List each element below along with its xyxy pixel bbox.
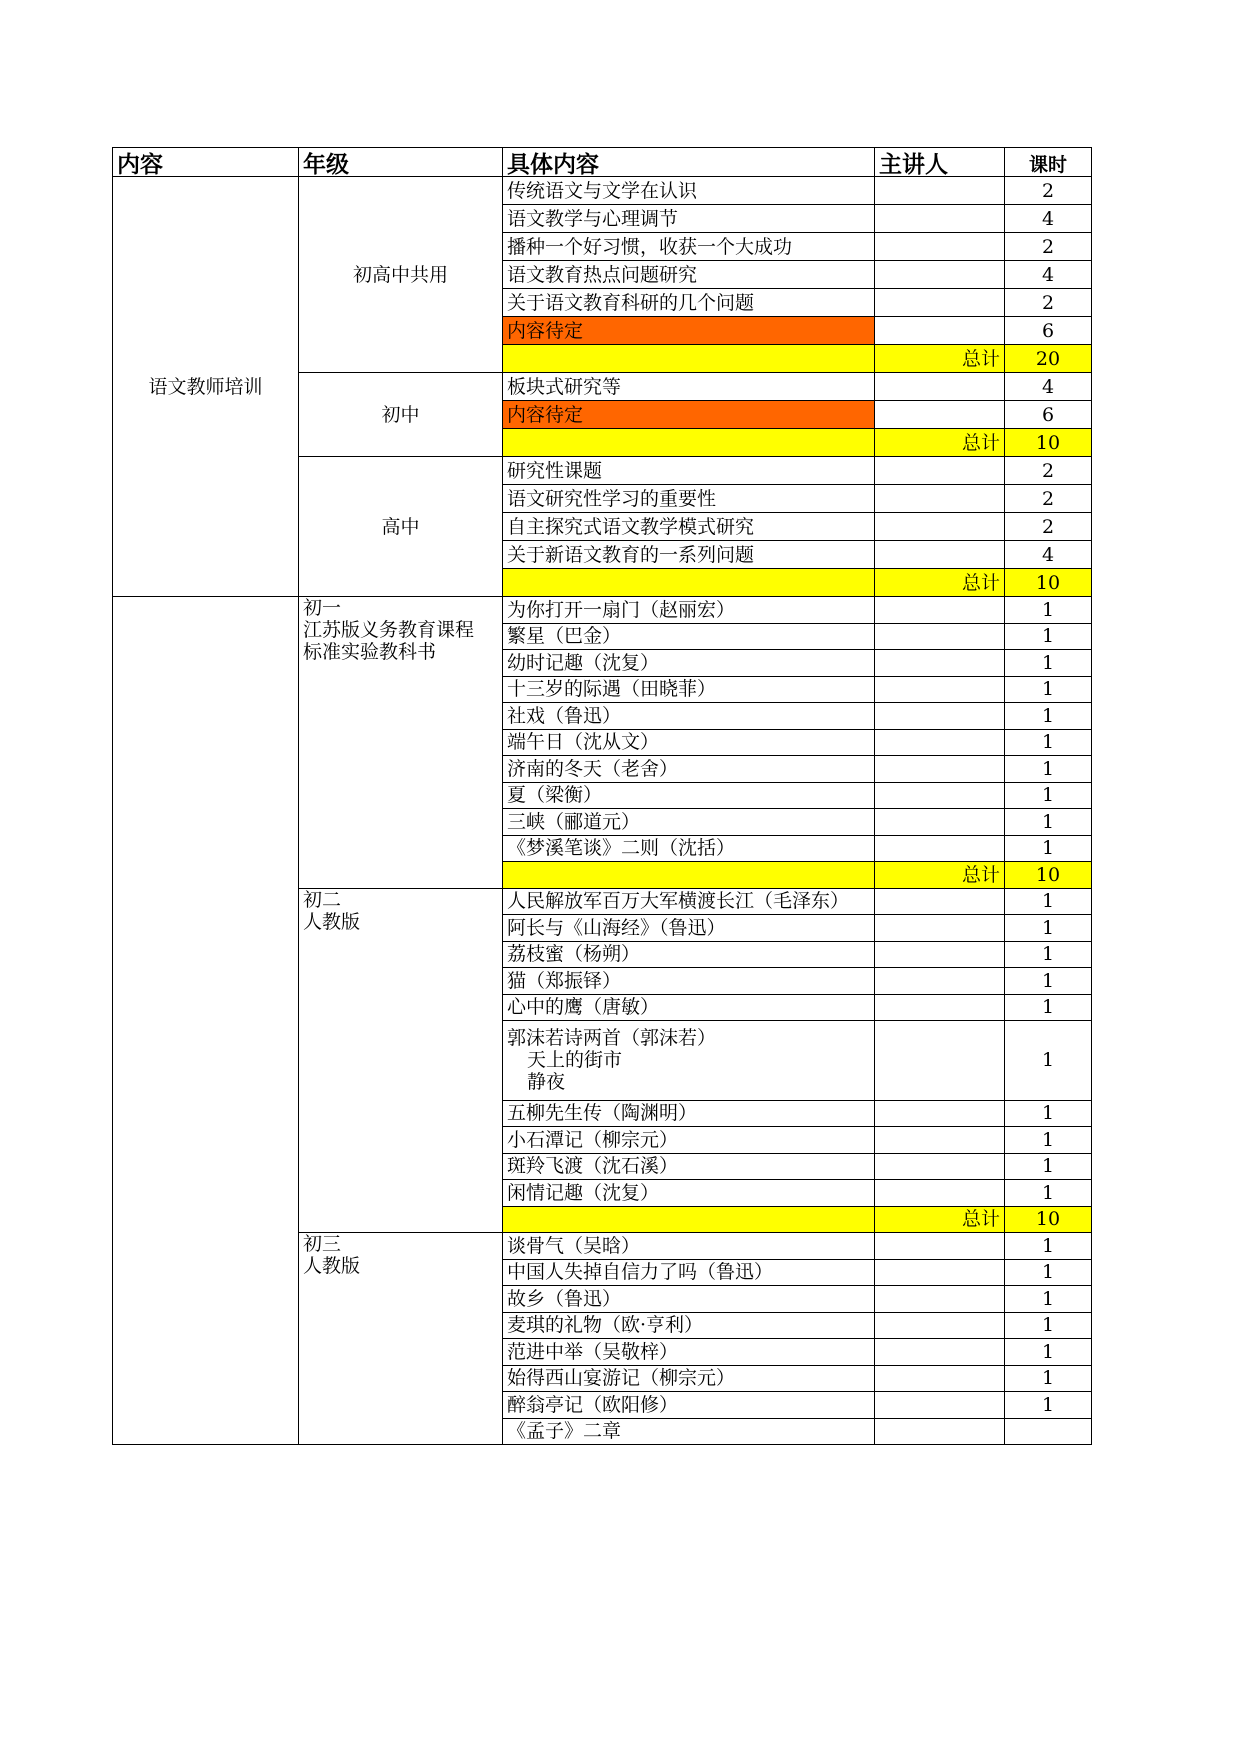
content-text: 始得西山宴游记（柳宗元） xyxy=(507,1367,736,1390)
content-cell xyxy=(503,1365,875,1392)
content-cell xyxy=(503,1180,875,1207)
content-text: 猫（郑振铎） xyxy=(507,969,622,992)
total-blank-cell xyxy=(503,862,875,889)
section-blank-cell xyxy=(113,597,299,1445)
header-detail: 具体内容 xyxy=(503,148,875,177)
hours-cell: 1 xyxy=(1005,623,1092,650)
content-text: 醉翁亭记（欧阳修） xyxy=(507,1393,679,1416)
content-cell xyxy=(503,968,875,995)
content-cell xyxy=(503,1021,875,1101)
content-text: 五柳先生传（陶渊明） xyxy=(507,1102,698,1125)
hours-cell: 2 xyxy=(1005,233,1092,261)
content-text: 范进中举（吴敬梓） xyxy=(507,1340,679,1363)
content-cell: 播种一个好习惯，收获一个大成功 xyxy=(503,233,875,261)
speaker-cell xyxy=(875,1180,1005,1207)
content-cell xyxy=(503,729,875,756)
header-row xyxy=(113,148,1092,177)
content-text: 故乡（鲁迅） xyxy=(507,1287,622,1310)
content-cell xyxy=(503,650,875,677)
speaker-cell xyxy=(875,541,1005,569)
speaker-cell xyxy=(875,177,1005,205)
total-value: 10 xyxy=(1005,429,1092,457)
content-text: 《梦溪笔谈》二则（沈括） xyxy=(507,837,736,860)
total-value: 10 xyxy=(1005,569,1092,597)
header-content: 内容 xyxy=(113,148,299,177)
grade-line: 初三 xyxy=(303,1233,342,1255)
hours-cell: 1 xyxy=(1005,729,1092,756)
content-cell xyxy=(503,1286,875,1313)
content-cell xyxy=(503,809,875,836)
hours-cell: 2 xyxy=(1005,457,1092,485)
hours-cell: 1 xyxy=(1005,782,1092,809)
hours-cell: 1 xyxy=(1005,994,1092,1021)
hours-cell: 2 xyxy=(1005,177,1092,205)
speaker-cell xyxy=(875,1153,1005,1180)
content-text: 中国人失掉自信力了吗（鲁迅） xyxy=(507,1261,774,1284)
pending-content-cell: 内容待定 xyxy=(503,401,875,429)
hours-cell: 4 xyxy=(1005,205,1092,233)
hours-cell: 4 xyxy=(1005,261,1092,289)
hours-cell: 1 xyxy=(1005,1286,1092,1313)
hours-cell: 1 xyxy=(1005,809,1092,836)
content-text: 端午日（沈从文） xyxy=(507,731,660,754)
content-cell xyxy=(503,597,875,624)
content-text: 小石潭记（柳宗元） xyxy=(507,1128,679,1151)
hours-cell: 1 xyxy=(1005,676,1092,703)
content-text: 社戏（鲁迅） xyxy=(507,704,622,727)
content-cell xyxy=(503,703,875,730)
hours-cell: 1 xyxy=(1005,1339,1092,1366)
content-text: 斑羚飞渡（沈石溪） xyxy=(507,1155,679,1178)
speaker-cell xyxy=(875,994,1005,1021)
speaker-cell xyxy=(875,650,1005,677)
grade-line: 初二 xyxy=(303,888,342,911)
content-cell xyxy=(503,1100,875,1127)
hours-cell: 1 xyxy=(1005,941,1092,968)
content-cell xyxy=(503,1259,875,1286)
content-text: 三峡（郦道元） xyxy=(507,810,641,833)
grade-cell: 初中 xyxy=(299,373,503,457)
content-cell: 板块式研究等 xyxy=(503,373,875,401)
total-value: 10 xyxy=(1005,862,1092,889)
speaker-cell xyxy=(875,809,1005,836)
hours-cell xyxy=(1005,1418,1092,1445)
content-text: 心中的鹰（唐敏） xyxy=(507,996,660,1019)
content-subitem: 静夜 xyxy=(527,1071,566,1094)
hours-cell: 1 xyxy=(1005,1153,1092,1180)
content-cell xyxy=(503,1312,875,1339)
grade-cell: 初高中共用 xyxy=(299,177,503,373)
content-text: 《孟子》二章 xyxy=(507,1420,622,1443)
grade-line: 江苏版义务教育课程 xyxy=(303,619,475,641)
total-value: 10 xyxy=(1005,1206,1092,1233)
grade-line: 标准实验教科书 xyxy=(303,641,437,663)
content-cell xyxy=(503,888,875,915)
total-blank-cell xyxy=(503,345,875,373)
speaker-cell xyxy=(875,941,1005,968)
grade-line: 初一 xyxy=(303,597,342,619)
speaker-cell xyxy=(875,373,1005,401)
speaker-cell xyxy=(875,1392,1005,1419)
grade-line: 人教版 xyxy=(303,910,361,933)
content-cell xyxy=(503,623,875,650)
table-row xyxy=(113,177,1092,205)
content-cell xyxy=(503,1153,875,1180)
speaker-cell xyxy=(875,703,1005,730)
hours-cell: 1 xyxy=(1005,915,1092,942)
speaker-cell xyxy=(875,968,1005,995)
hours-cell: 6 xyxy=(1005,317,1092,345)
header-speaker: 主讲人 xyxy=(875,148,1005,177)
hours-cell: 1 xyxy=(1005,1100,1092,1127)
grade-cell xyxy=(299,597,503,889)
speaker-cell xyxy=(875,1259,1005,1286)
hours-cell: 2 xyxy=(1005,485,1092,513)
content-text: 夏（梁衡） xyxy=(507,784,603,807)
content-text: 繁星（巴金） xyxy=(507,625,622,648)
total-label: 总计 xyxy=(875,1206,1005,1233)
content-text: 十三岁的际遇（田晓菲） xyxy=(507,678,717,701)
hours-cell: 1 xyxy=(1005,597,1092,624)
content-cell xyxy=(503,941,875,968)
speaker-cell xyxy=(875,782,1005,809)
total-blank-cell xyxy=(503,429,875,457)
table-row xyxy=(113,597,1092,624)
content-cell xyxy=(503,1339,875,1366)
content-text: 阿长与《山海经》（鲁迅） xyxy=(507,916,726,939)
hours-cell: 1 xyxy=(1005,1312,1092,1339)
content-cell: 语文研究性学习的重要性 xyxy=(503,485,875,513)
content-cell xyxy=(503,1233,875,1260)
hours-cell: 2 xyxy=(1005,513,1092,541)
content-text: 济南的冬天（老舍） xyxy=(507,757,679,780)
hours-cell: 1 xyxy=(1005,1127,1092,1154)
hours-cell: 2 xyxy=(1005,289,1092,317)
content-text: 幼时记趣（沈复） xyxy=(507,651,660,674)
grade-cell xyxy=(299,888,503,1233)
speaker-cell xyxy=(875,756,1005,783)
speaker-cell xyxy=(875,676,1005,703)
total-label: 总计 xyxy=(875,862,1005,889)
total-blank-cell xyxy=(503,1206,875,1233)
content-cell: 语文教学与心理调节 xyxy=(503,205,875,233)
speaker-cell xyxy=(875,289,1005,317)
total-label: 总计 xyxy=(875,569,1005,597)
content-cell: 自主探究式语文教学模式研究 xyxy=(503,513,875,541)
content-cell xyxy=(503,994,875,1021)
section-title: 语文教师培训 xyxy=(113,177,299,597)
speaker-cell xyxy=(875,205,1005,233)
content-cell: 关于语文教育科研的几个问题 xyxy=(503,289,875,317)
content-cell xyxy=(503,1392,875,1419)
hours-cell: 1 xyxy=(1005,1392,1092,1419)
hours-cell: 1 xyxy=(1005,650,1092,677)
speaker-cell xyxy=(875,485,1005,513)
content-text: 郭沫若诗两首（郭沫若） xyxy=(507,1027,717,1050)
content-cell xyxy=(503,1418,875,1445)
hours-cell: 1 xyxy=(1005,1365,1092,1392)
hours-cell: 1 xyxy=(1005,1180,1092,1207)
course-table xyxy=(112,147,1092,1445)
speaker-cell xyxy=(875,401,1005,429)
content-cell: 研究性课题 xyxy=(503,457,875,485)
content-text: 荔枝蜜（杨朔） xyxy=(507,943,641,966)
total-value: 20 xyxy=(1005,345,1092,373)
content-subitem: 天上的街市 xyxy=(527,1049,623,1072)
speaker-cell xyxy=(875,1286,1005,1313)
content-cell xyxy=(503,756,875,783)
speaker-cell xyxy=(875,1339,1005,1366)
header-grade: 年级 xyxy=(299,148,503,177)
speaker-cell xyxy=(875,261,1005,289)
speaker-cell xyxy=(875,457,1005,485)
hours-cell: 1 xyxy=(1005,968,1092,995)
content-cell xyxy=(503,835,875,862)
grade-cell xyxy=(299,1233,503,1445)
pending-content-cell: 内容待定 xyxy=(503,317,875,345)
grade-cell: 高中 xyxy=(299,457,503,597)
content-text: 麦琪的礼物（欧·亨利） xyxy=(507,1314,704,1337)
speaker-cell xyxy=(875,1418,1005,1445)
content-cell: 关于新语文教育的一系列问题 xyxy=(503,541,875,569)
speaker-cell xyxy=(875,888,1005,915)
speaker-cell xyxy=(875,1100,1005,1127)
total-label: 总计 xyxy=(875,429,1005,457)
content-text: 人民解放军百万大军横渡长江（毛泽东） xyxy=(507,890,850,913)
speaker-cell xyxy=(875,729,1005,756)
header-hours: 课时 xyxy=(1005,148,1092,177)
speaker-cell xyxy=(875,317,1005,345)
hours-cell: 1 xyxy=(1005,1233,1092,1260)
speaker-cell xyxy=(875,1127,1005,1154)
speaker-cell xyxy=(875,835,1005,862)
hours-cell: 6 xyxy=(1005,401,1092,429)
hours-cell: 4 xyxy=(1005,373,1092,401)
speaker-cell xyxy=(875,1312,1005,1339)
hours-cell: 4 xyxy=(1005,541,1092,569)
speaker-cell xyxy=(875,623,1005,650)
content-cell xyxy=(503,782,875,809)
speaker-cell xyxy=(875,597,1005,624)
hours-cell: 1 xyxy=(1005,703,1092,730)
hours-cell: 1 xyxy=(1005,835,1092,862)
content-cell: 语文教育热点问题研究 xyxy=(503,261,875,289)
hours-cell: 1 xyxy=(1005,888,1092,915)
content-cell xyxy=(503,915,875,942)
content-text: 闲情记趣（沈复） xyxy=(507,1181,660,1204)
hours-cell: 1 xyxy=(1005,1021,1092,1101)
hours-cell: 1 xyxy=(1005,1259,1092,1286)
total-label: 总计 xyxy=(875,345,1005,373)
content-cell: 传统语文与文学在认识 xyxy=(503,177,875,205)
hours-cell: 1 xyxy=(1005,756,1092,783)
speaker-cell xyxy=(875,1233,1005,1260)
speaker-cell xyxy=(875,233,1005,261)
total-blank-cell xyxy=(503,569,875,597)
speaker-cell xyxy=(875,513,1005,541)
content-cell xyxy=(503,1127,875,1154)
content-cell xyxy=(503,676,875,703)
speaker-cell xyxy=(875,915,1005,942)
speaker-cell xyxy=(875,1365,1005,1392)
content-text: 为你打开一扇门（赵丽宏） xyxy=(507,598,736,621)
speaker-cell xyxy=(875,1021,1005,1101)
grade-line: 人教版 xyxy=(303,1255,361,1277)
content-text: 谈骨气（吴晗） xyxy=(507,1234,641,1257)
